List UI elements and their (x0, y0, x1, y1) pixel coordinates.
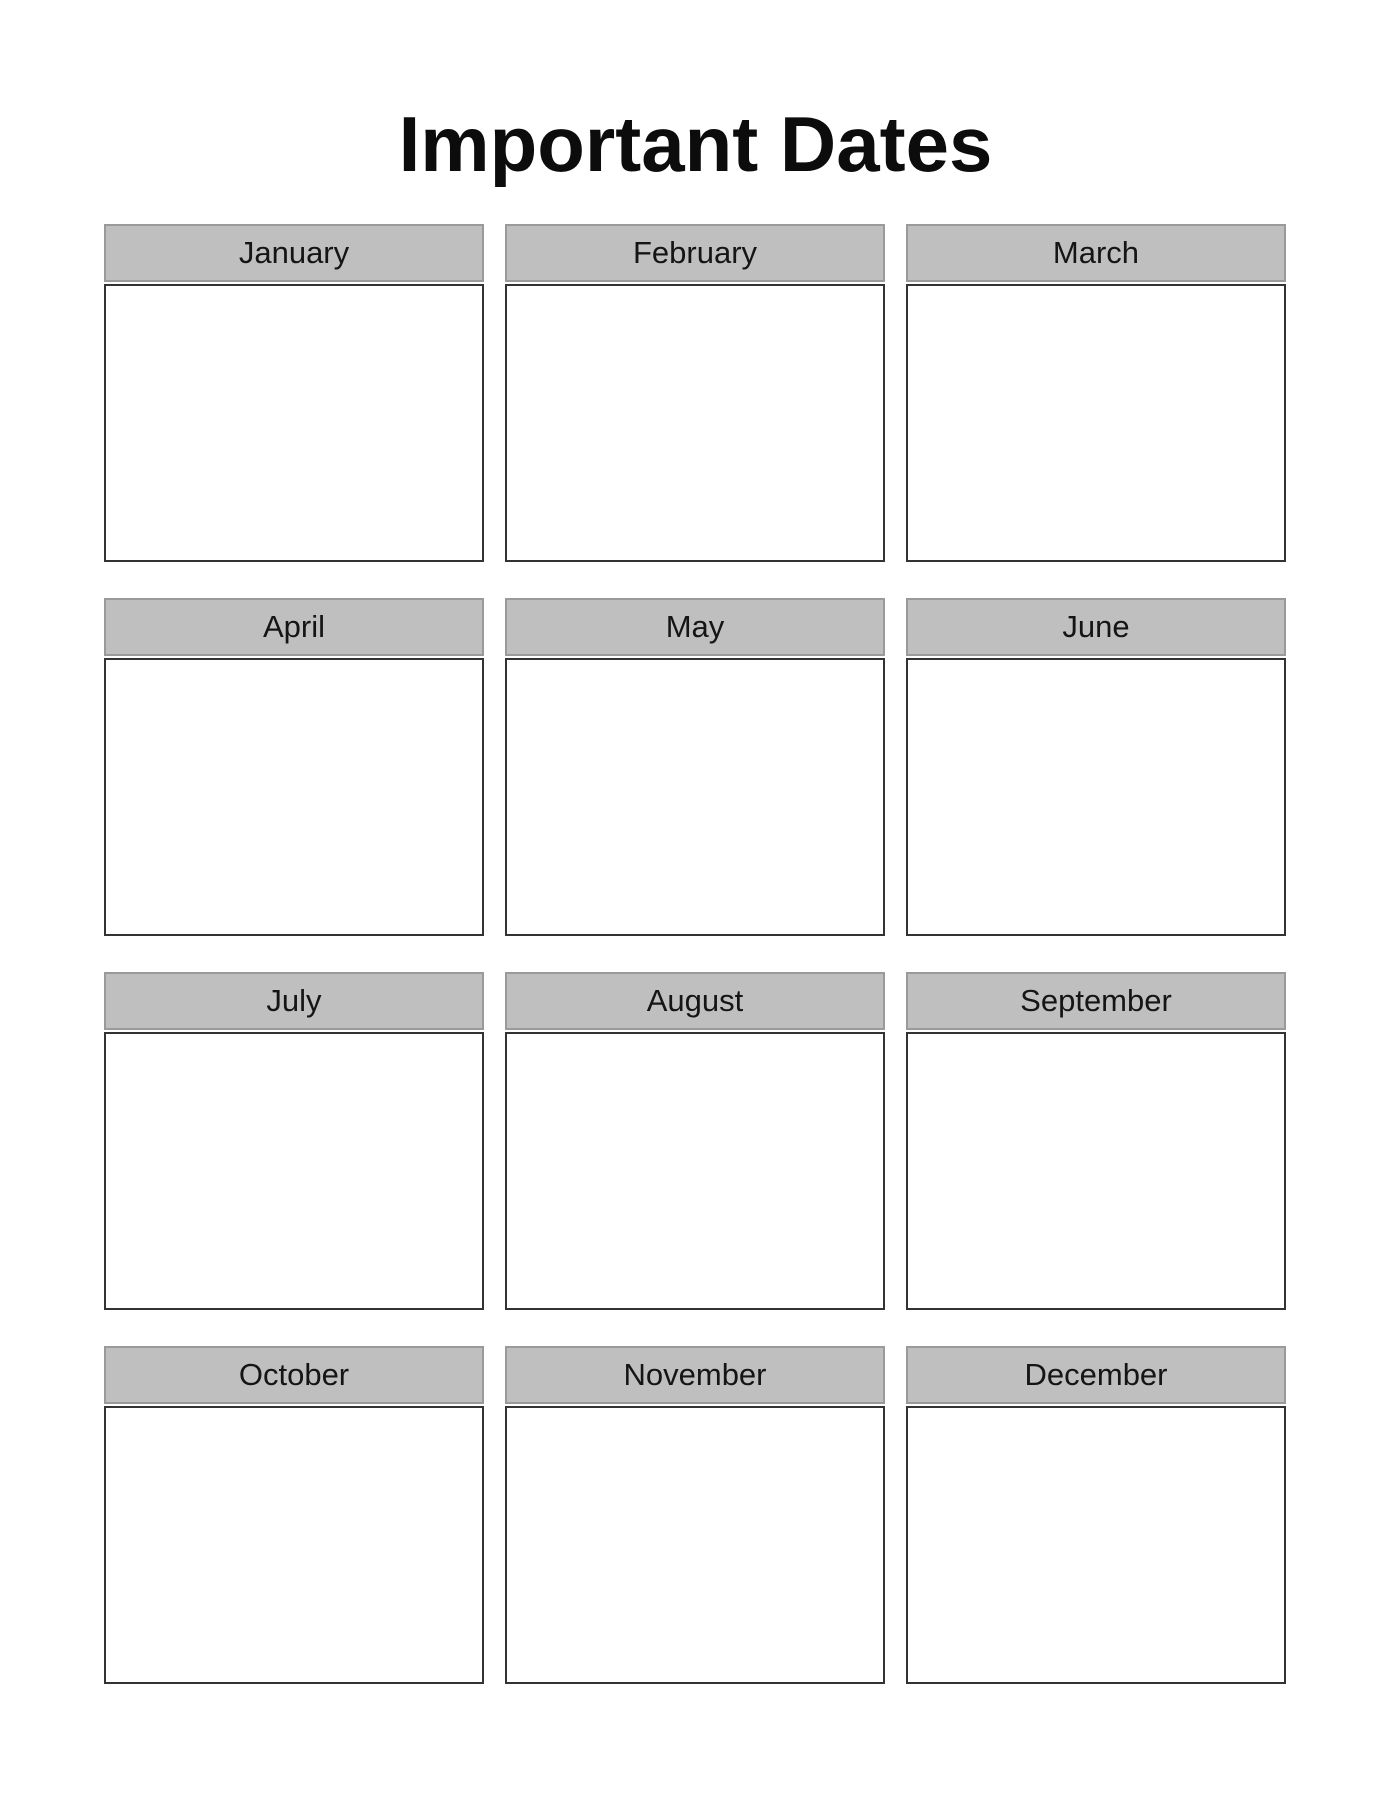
month-notes-box[interactable] (104, 658, 484, 936)
month-notes-box[interactable] (505, 1032, 885, 1310)
month-notes-box[interactable] (505, 658, 885, 936)
month-block-february (505, 224, 885, 564)
month-header: June (906, 598, 1286, 656)
month-header: October (104, 1346, 484, 1404)
month-header: November (505, 1346, 885, 1404)
month-block-june (906, 598, 1286, 938)
month-notes-box[interactable] (906, 1032, 1286, 1310)
month-header: July (104, 972, 484, 1030)
month-notes-box[interactable] (505, 284, 885, 562)
month-block-january (104, 224, 484, 564)
month-header: September (906, 972, 1286, 1030)
month-notes-box[interactable] (104, 1406, 484, 1684)
month-notes-box[interactable] (906, 284, 1286, 562)
month-block-july (104, 972, 484, 1312)
month-notes-box[interactable] (906, 658, 1286, 936)
month-block-april (104, 598, 484, 938)
page-title: Important Dates (398, 100, 993, 188)
month-notes-box[interactable] (505, 1406, 885, 1684)
month-notes-box[interactable] (906, 1406, 1286, 1684)
month-block-may (505, 598, 885, 938)
month-block-august (505, 972, 885, 1312)
month-block-november (505, 1346, 885, 1686)
month-header: March (906, 224, 1286, 282)
month-notes-box[interactable] (104, 1032, 484, 1310)
month-header: January (104, 224, 484, 282)
month-notes-box[interactable] (104, 284, 484, 562)
month-header: December (906, 1346, 1286, 1404)
month-header: February (505, 224, 885, 282)
month-block-december (906, 1346, 1286, 1686)
month-header: April (104, 598, 484, 656)
month-header: August (505, 972, 885, 1030)
month-grid (104, 224, 1286, 1686)
month-header: May (505, 598, 885, 656)
month-block-october (104, 1346, 484, 1686)
month-block-september (906, 972, 1286, 1312)
month-block-march (906, 224, 1286, 564)
